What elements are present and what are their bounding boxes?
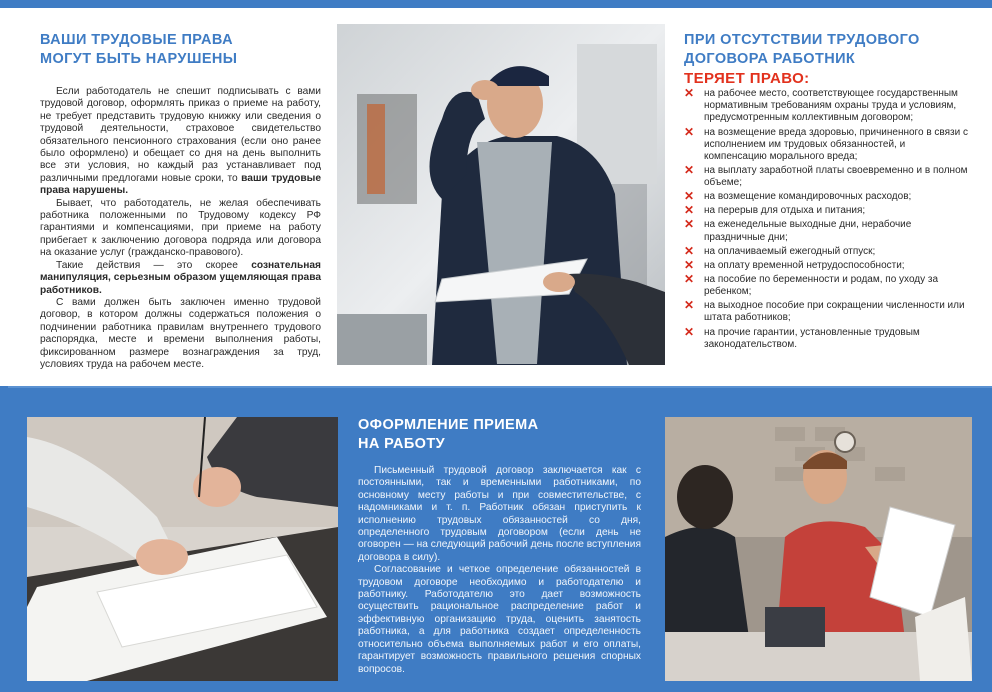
section1-paragraph-4: С вами должен быть заключен именно трудовой договор, в котором должны содержаться положения о подчинении работника правилам внутреннего трудового распорядка, месте и времени выполнения работы, фиксированном размере вознаграждения за труд, условиях труда на рабочем месте.	[40, 296, 321, 370]
photo-office-argument	[665, 417, 972, 681]
rights-list	[684, 88, 968, 353]
photo-office-argument-illustration	[665, 417, 972, 681]
cross-icon: ✕	[684, 298, 695, 313]
section1-paragraph-1: Если работодатель не спешит подписывать с вами трудовой договор, оформлять приказ о приеме на работу, не требует представить трудовую книжку или сведения о трудовой деятельности, страховое свидетельство обязательного пенсионного страхования (если оно ранее было оформлено) и обещает со дня на день выполнить все эти условия, но каждый раз устанавливает под различными предлогами новые сроки, то ваши трудовые права нарушены.	[40, 86, 321, 197]
list-item: ✕ на прочие гарантии, установленные трудовым законодательством.	[684, 324, 920, 350]
section3-paragraph-2: Согласование и четкое определение обязанностей в трудовом договоре необходимо и работодателю и работнику. Работодателю это дает возможность осуществить рациональное распределение работ и эффективную организацию труда, оценить занятость работника, а для работника создает определенность относительно объема выполняемых работ и его оплаты, гарантирует возможность правильного решения спорных вопросов.	[358, 564, 641, 675]
section1-paragraph-2: Бывает, что работодатель, не желая обеспечивать работника положенными по Трудовому кодексу РФ гарантиями и компенсациями, при приеме на работу прибегает к заключению договора подряда или договора на оказание услуг (гражданско-правового).	[40, 197, 321, 259]
list-item: ✕ на еженедельные выходные дни, нерабочие праздничные дни;	[684, 217, 912, 243]
top-accent-strip	[0, 0, 992, 8]
cross-icon: ✕	[684, 243, 695, 258]
photo-confused-worker-illustration	[337, 24, 665, 365]
cross-icon: ✕	[684, 257, 695, 272]
cross-icon: ✕	[684, 124, 695, 139]
cross-icon: ✕	[684, 324, 695, 339]
list-item: ✕ на оплату временной нетрудоспособности;	[684, 257, 905, 272]
photo-signing-documents-illustration	[27, 417, 338, 681]
section3-paragraph-1: Письменный трудовой договор заключается как с постоянными, так и временными работниками, по основному месту работы и при совместительстве, с надомниками и т. п. Работник обязан приступить к исполнению трудовых обязанностей со дня, определенного трудовым договором (если день не оговорен — на следующий рабочий день после вступления договора в силу).	[358, 465, 641, 563]
cross-icon: ✕	[684, 189, 695, 204]
list-item: ✕ на возмещение вреда здоровью, причиненного в связи с исполнением им трудовых обязанностей, и компенсацию морального вреда;	[684, 124, 968, 162]
photo-signing-documents	[27, 417, 338, 681]
list-item: ✕ на рабочее место, соответствующее государственным нормативным требованиям охраны труда и условиям, предусмотренным коллективным договором;	[684, 86, 958, 124]
list-item: ✕ на выходное пособие при сокращении численности или штата работников;	[684, 298, 965, 324]
cross-icon: ✕	[684, 203, 695, 218]
cross-icon: ✕	[684, 271, 695, 286]
section1-body	[40, 86, 321, 371]
list-item: ✕ на выплату заработной платы своевременно и в полном объеме;	[684, 163, 968, 189]
list-item: ✕ на пособие по беременности и родам, по уходу за ребенком;	[684, 271, 939, 298]
list-item: ✕ на возмещение командировочных расходов;	[684, 189, 912, 204]
section1-paragraph-3: Такие действия — это скорее сознательная манипуляция, серьезным образом ущемляющая права работников.	[40, 259, 321, 296]
section3-body	[358, 465, 641, 676]
cross-icon: ✕	[684, 217, 695, 232]
list-item: ✕ на оплачиваемый ежегодный отпуск;	[684, 243, 876, 258]
photo-confused-worker	[337, 24, 665, 365]
section1-title: ВАШИ ТРУДОВЫЕ ПРАВА МОГУТ БЫТЬ НАРУШЕНЫ	[40, 32, 238, 67]
section2-title: ПРИ ОТСУТСТВИИ ТРУДОВОГО ДОГОВОРА РАБОТНИК	[684, 32, 920, 67]
section2-subtitle: ТЕРЯЕТ ПРАВО:	[684, 70, 810, 87]
cross-icon: ✕	[684, 86, 695, 100]
section3-title: ОФОРМЛЕНИЕ ПРИЕМА НА РАБОТУ	[358, 417, 539, 452]
cross-icon: ✕	[684, 163, 695, 177]
list-item: ✕ на перерыв для отдыха и питания;	[684, 203, 866, 218]
